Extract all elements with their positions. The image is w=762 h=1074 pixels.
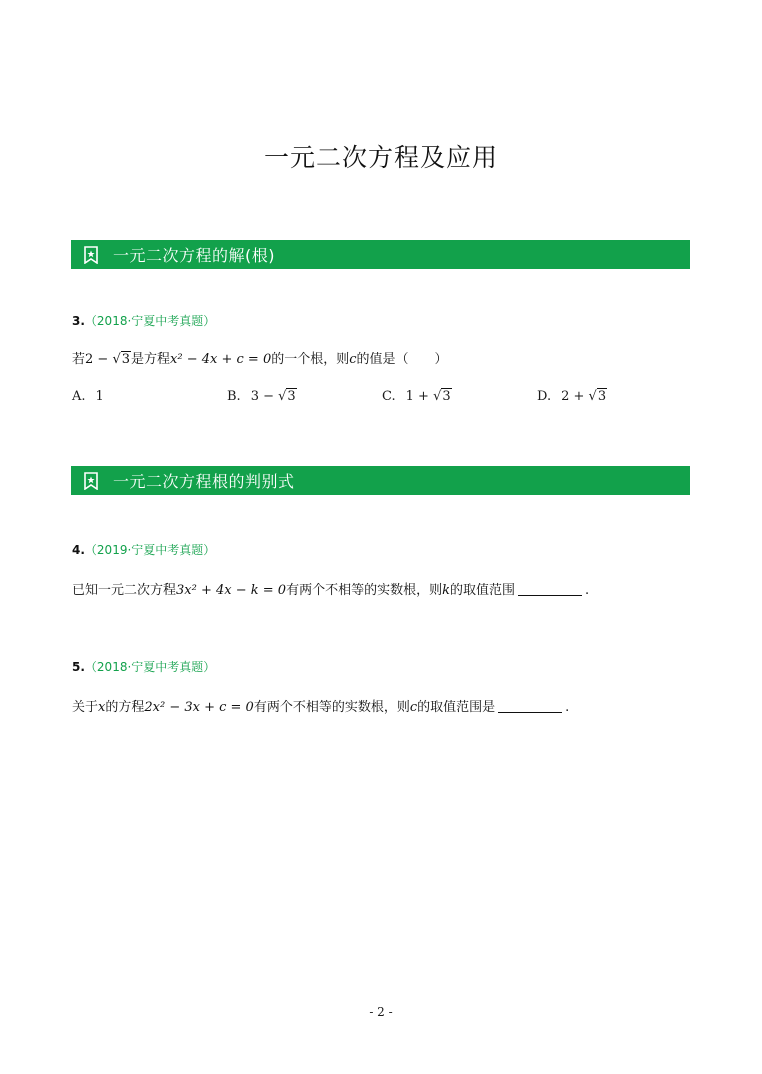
page-number: - 2 - <box>369 1005 393 1019</box>
option-b[interactable]: B. 3 − √3 <box>227 389 296 404</box>
stem-text: . <box>565 700 570 715</box>
stem-text: 若 <box>72 352 86 367</box>
option-c[interactable]: C. 1 + √3 <box>382 389 451 404</box>
question-header-5 <box>72 658 215 675</box>
variable: x <box>98 700 106 715</box>
variable: c <box>409 700 418 715</box>
question-source: （2018·宁夏中考真题） <box>84 660 216 674</box>
question-header-4 <box>72 541 215 558</box>
section-label: 一元二次方程根的判别式 <box>113 472 295 491</box>
question-stem-3 <box>72 348 448 367</box>
answer-blank[interactable] <box>518 595 582 596</box>
option-a[interactable]: A. 1 <box>72 389 104 404</box>
question-stem-5 <box>72 696 569 715</box>
stem-text: 有两个不相等的实数根，则 <box>286 583 443 598</box>
bookmark-star-icon <box>83 472 99 490</box>
question-number: 5. <box>72 660 85 674</box>
sqrt-expr: √3 <box>112 352 131 367</box>
section-label: 一元二次方程的解(根) <box>113 246 275 265</box>
stem-text: 的值是（ ） <box>356 352 448 367</box>
math-expr: 2 − <box>85 352 113 367</box>
section-header-discriminant <box>71 466 690 495</box>
stem-text: 已知一元二次方程 <box>72 583 177 598</box>
equation: 3x² + 4x − k = 0 <box>176 583 287 598</box>
question-stem-4 <box>72 579 589 598</box>
bookmark-star-icon <box>83 246 99 264</box>
stem-text: 的取值范围 <box>449 583 515 598</box>
answer-blank[interactable] <box>498 712 562 713</box>
question-header-3 <box>72 312 215 329</box>
stem-text: 是方程 <box>131 352 171 367</box>
question-source: （2019·宁夏中考真题） <box>84 543 216 557</box>
variable: c <box>349 352 357 367</box>
variable: k <box>442 583 450 598</box>
page-title: 一元二次方程及应用 <box>263 143 498 172</box>
stem-text: 的取值范围是 <box>417 700 496 715</box>
equation: 2x² − 3x + c = 0 <box>144 700 254 715</box>
stem-text: 关于 <box>72 700 99 715</box>
option-d[interactable]: D. 2 + √3 <box>537 389 607 404</box>
equation: x² − 4x + c = 0 <box>170 352 272 367</box>
question-number: 3. <box>72 314 85 328</box>
question-source: （2018·宁夏中考真题） <box>84 314 216 328</box>
stem-text: . <box>584 583 590 598</box>
section-header-roots <box>71 240 690 269</box>
question-number: 4. <box>72 543 85 557</box>
stem-text: 的方程 <box>105 700 145 715</box>
stem-text: 有两个不相等的实数根，则 <box>253 700 410 715</box>
stem-text: 的一个根，则 <box>271 352 350 367</box>
